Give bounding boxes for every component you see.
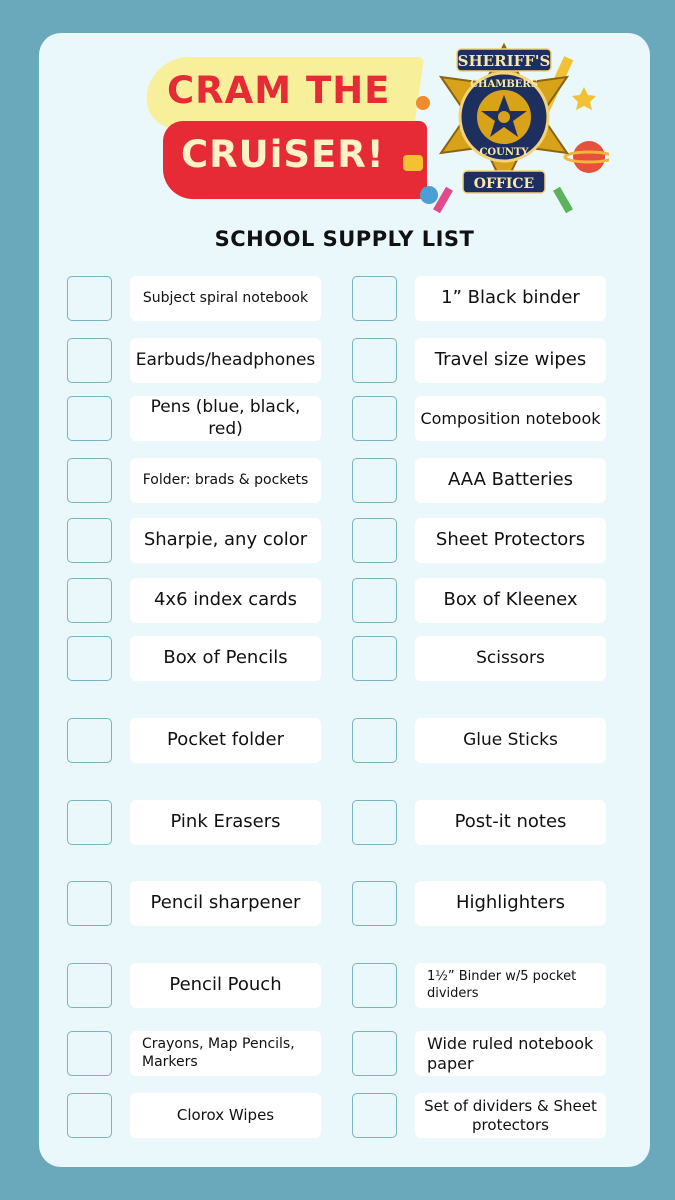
title-line-2: CRUiSER! [181, 133, 385, 176]
checkbox[interactable] [352, 338, 397, 383]
item-label: Clorox Wipes [130, 1093, 321, 1138]
checkbox[interactable] [67, 881, 112, 926]
checkbox[interactable] [352, 800, 397, 845]
title-line-1: CRAM THE [167, 69, 391, 112]
item-label: Pink Erasers [130, 800, 321, 845]
checkbox[interactable] [352, 1031, 397, 1076]
item-label: Subject spiral notebook [130, 276, 321, 321]
checkbox[interactable] [67, 1093, 112, 1138]
item-label: Pencil sharpener [130, 881, 321, 926]
item-label: Scissors [415, 636, 606, 681]
checkbox[interactable] [352, 396, 397, 441]
item-label: Set of dividers & Sheet protectors [415, 1093, 606, 1138]
item-label: Travel size wipes [415, 338, 606, 383]
checkbox[interactable] [352, 1093, 397, 1138]
badge-ring-top-text: CHAMBERS [470, 79, 538, 90]
checkbox[interactable] [67, 276, 112, 321]
checkbox[interactable] [352, 636, 397, 681]
checkbox[interactable] [67, 718, 112, 763]
checkbox[interactable] [352, 718, 397, 763]
item-label: Sharpie, any color [130, 518, 321, 563]
item-label: 1” Black binder [415, 276, 606, 321]
item-label: Crayons, Map Pencils, Markers [130, 1031, 321, 1076]
badge-top-text: SHERIFF'S [457, 52, 551, 70]
badge-ring-bottom-text: COUNTY [479, 147, 529, 158]
checkbox[interactable] [67, 338, 112, 383]
item-label: Box of Pencils [130, 636, 321, 681]
checkbox[interactable] [352, 518, 397, 563]
item-label: Pocket folder [130, 718, 321, 763]
item-label: 4x6 index cards [130, 578, 321, 623]
checkbox[interactable] [67, 1031, 112, 1076]
page-subtitle: SCHOOL SUPPLY LIST [214, 227, 475, 251]
item-label: Pencil Pouch [130, 963, 321, 1008]
checkbox[interactable] [352, 276, 397, 321]
checkbox[interactable] [67, 636, 112, 681]
checkbox[interactable] [67, 458, 112, 503]
supply-list-card [39, 33, 650, 1167]
item-label: Pens (blue, black, red) [130, 396, 321, 441]
checkbox[interactable] [67, 518, 112, 563]
checkbox[interactable] [352, 963, 397, 1008]
item-label: Box of Kleenex [415, 578, 606, 623]
item-label: Sheet Protectors [415, 518, 606, 563]
checkbox[interactable] [352, 881, 397, 926]
item-label: Composition notebook [415, 396, 606, 441]
item-label: Highlighters [415, 881, 606, 926]
badge-bottom-text: OFFICE [473, 176, 535, 192]
item-label: Earbuds/headphones [130, 338, 321, 383]
checkbox[interactable] [352, 458, 397, 503]
item-label: Glue Sticks [415, 718, 606, 763]
item-label: Post-it notes [415, 800, 606, 845]
checkbox[interactable] [67, 396, 112, 441]
item-label: 1½” Binder w/5 pocket dividers [415, 963, 606, 1008]
item-label: AAA Batteries [415, 458, 606, 503]
sheriff-badge-logo [399, 37, 609, 215]
checkbox[interactable] [67, 963, 112, 1008]
item-label: Folder: brads & pockets [130, 458, 321, 503]
item-label: Wide ruled notebook paper [415, 1031, 606, 1076]
checkbox[interactable] [67, 800, 112, 845]
checkbox[interactable] [67, 578, 112, 623]
checkbox[interactable] [352, 578, 397, 623]
